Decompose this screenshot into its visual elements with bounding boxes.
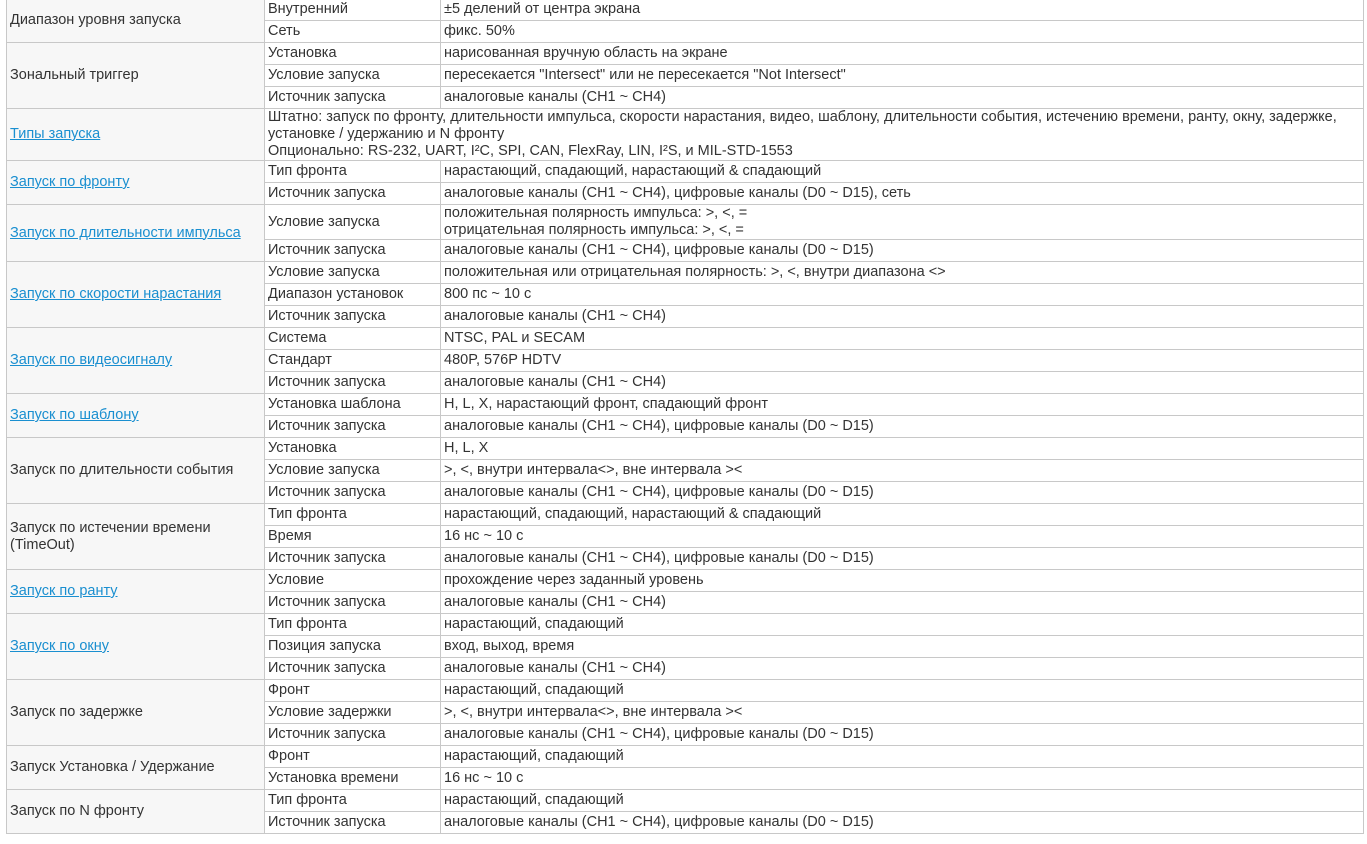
group-title-link[interactable]: Запуск по видеосигналу <box>10 352 173 368</box>
group-title-link[interactable]: Запуск по окну <box>10 638 109 654</box>
value-line: вход, выход, время <box>444 638 575 654</box>
value-cell <box>441 790 1364 812</box>
table-row <box>7 570 1364 592</box>
value-line: нарастающий, спадающий <box>444 682 624 698</box>
group-title-cell <box>7 161 265 205</box>
parameter-cell: Источник запуска <box>265 724 441 746</box>
parameter-cell: Источник запуска <box>265 592 441 614</box>
parameter-cell: Стандарт <box>265 350 441 372</box>
table-row <box>7 790 1364 812</box>
parameter-cell: Сеть <box>265 21 441 43</box>
parameter-cell: Источник запуска <box>265 482 441 504</box>
value-line: H, L, X <box>444 440 489 456</box>
value-line: прохождение через заданный уровень <box>444 572 704 588</box>
value-line: 800 пс ~ 10 с <box>444 286 532 302</box>
value-line: 16 нс ~ 10 с <box>444 528 524 544</box>
group-title: Диапазон уровня запуска <box>10 12 181 28</box>
group-title: Запуск по N фронту <box>10 803 144 819</box>
value-line: аналоговые каналы (CH1 ~ CH4), цифровые каналы (D0 ~ D15) <box>444 242 874 258</box>
value-line: отрицательная полярность импульса: >, <, = <box>444 222 744 238</box>
spec-table-body <box>7 0 1364 834</box>
parameter-cell: Фронт <box>265 680 441 702</box>
table-row <box>7 109 1364 161</box>
value-cell <box>441 812 1364 834</box>
parameter-cell: Условие задержки <box>265 702 441 724</box>
value-line: аналоговые каналы (CH1 ~ CH4), цифровые каналы (D0 ~ D15) <box>444 418 874 434</box>
group-title-cell <box>7 790 265 834</box>
group-title-cell <box>7 570 265 614</box>
value-line: нарастающий, спадающий, нарастающий & спадающий <box>444 163 822 179</box>
parameter-cell: Фронт <box>265 746 441 768</box>
value-cell <box>441 438 1364 460</box>
parameter-cell: Условие запуска <box>265 262 441 284</box>
value-cell <box>441 328 1364 350</box>
value-cell <box>441 183 1364 205</box>
value-cell <box>441 614 1364 636</box>
value-line: Опционально: RS-232, UART, I²C, SPI, CAN, FlexRay, LIN, I²S, и MIL-STD-1553 <box>268 143 793 159</box>
value-line: NTSC, PAL и SECAM <box>444 330 586 346</box>
value-cell <box>441 65 1364 87</box>
value-line: H, L, X, нарастающий фронт, спадающий фронт <box>444 396 768 412</box>
value-cell <box>441 394 1364 416</box>
group-title-cell <box>7 438 265 504</box>
value-cell <box>441 768 1364 790</box>
value-cell <box>441 680 1364 702</box>
value-line: аналоговые каналы (CH1 ~ CH4) <box>444 374 666 390</box>
value-line: аналоговые каналы (CH1 ~ CH4) <box>444 660 666 676</box>
parameter-cell: Тип фронта <box>265 790 441 812</box>
parameter-cell: Условие запуска <box>265 205 441 240</box>
parameter-cell: Диапазон установок <box>265 284 441 306</box>
parameter-cell: Условие запуска <box>265 65 441 87</box>
group-title-cell <box>7 614 265 680</box>
parameter-cell: Источник запуска <box>265 548 441 570</box>
parameter-cell: Система <box>265 328 441 350</box>
value-line: фикс. 50% <box>444 23 515 39</box>
group-title-link[interactable]: Запуск по скорости нарастания <box>10 286 222 302</box>
value-cell <box>441 284 1364 306</box>
table-row <box>7 438 1364 460</box>
value-line: ±5 делений от центра экрана <box>444 1 641 17</box>
parameter-cell: Установка шаблона <box>265 394 441 416</box>
parameter-cell: Установка времени <box>265 768 441 790</box>
value-line: нарастающий, спадающий, нарастающий & спадающий <box>444 506 822 522</box>
value-cell <box>441 548 1364 570</box>
parameter-cell: Условие запуска <box>265 460 441 482</box>
parameter-cell: Источник запуска <box>265 87 441 109</box>
table-row <box>7 504 1364 526</box>
table-row <box>7 614 1364 636</box>
value-cell <box>441 482 1364 504</box>
parameter-cell: Тип фронта <box>265 614 441 636</box>
parameter-cell: Внутренний <box>265 0 441 21</box>
group-title-cell <box>7 328 265 394</box>
parameter-cell: Источник запуска <box>265 240 441 262</box>
value-cell <box>441 87 1364 109</box>
value-cell <box>441 460 1364 482</box>
value-cell <box>441 43 1364 65</box>
value-line: аналоговые каналы (CH1 ~ CH4), цифровые каналы (D0 ~ D15), сеть <box>444 185 911 201</box>
wide-value-cell <box>265 109 1364 161</box>
parameter-cell: Источник запуска <box>265 658 441 680</box>
value-line: >, <, внутри интервала<>, вне интервала >< <box>444 704 743 720</box>
value-cell <box>441 592 1364 614</box>
value-cell <box>441 746 1364 768</box>
value-line: нарастающий, спадающий <box>444 748 624 764</box>
value-line: аналоговые каналы (CH1 ~ CH4), цифровые каналы (D0 ~ D15) <box>444 550 874 566</box>
value-cell <box>441 702 1364 724</box>
parameter-cell: Источник запуска <box>265 416 441 438</box>
group-title-cell <box>7 746 265 790</box>
value-line: аналоговые каналы (CH1 ~ CH4) <box>444 308 666 324</box>
table-row <box>7 205 1364 240</box>
value-line: нарисованная вручную область на экране <box>444 45 728 61</box>
group-title: Зональный триггер <box>10 67 139 83</box>
group-title-link[interactable]: Запуск по фронту <box>10 174 130 190</box>
value-cell <box>441 372 1364 394</box>
value-cell <box>441 205 1364 240</box>
value-cell <box>441 526 1364 548</box>
group-title-cell <box>7 680 265 746</box>
value-cell <box>441 350 1364 372</box>
value-line: 16 нс ~ 10 с <box>444 770 524 786</box>
table-row <box>7 394 1364 416</box>
value-cell <box>441 240 1364 262</box>
value-line: положительная полярность импульса: >, <, = <box>444 205 748 221</box>
group-title-cell <box>7 109 265 161</box>
value-cell <box>441 262 1364 284</box>
value-cell <box>441 0 1364 21</box>
parameter-cell: Установка <box>265 43 441 65</box>
value-cell <box>441 416 1364 438</box>
group-title: Запуск по истечении времени (TimeOut) <box>10 519 211 553</box>
value-line: нарастающий, спадающий <box>444 792 624 808</box>
parameter-cell: Тип фронта <box>265 161 441 183</box>
table-row <box>7 161 1364 183</box>
table-row <box>7 43 1364 65</box>
group-title-link[interactable]: Запуск по ранту <box>10 583 118 599</box>
value-cell <box>441 21 1364 43</box>
group-title-link[interactable]: Типы запуска <box>10 126 101 142</box>
value-cell <box>441 636 1364 658</box>
value-line: аналоговые каналы (CH1 ~ CH4), цифровые каналы (D0 ~ D15) <box>444 814 874 830</box>
group-title-cell <box>7 205 265 262</box>
value-cell <box>441 161 1364 183</box>
value-cell <box>441 504 1364 526</box>
value-cell <box>441 306 1364 328</box>
value-line: Штатно: запуск по фронту, длительности импульса, скорости нарастания, видео, шаблону, длительности события, истечению времени, ранту, окну, задержке, установке / удержанию и N фронту <box>268 109 1337 142</box>
value-line: 480P, 576P HDTV <box>444 352 562 368</box>
value-line: аналоговые каналы (CH1 ~ CH4) <box>444 594 666 610</box>
value-line: нарастающий, спадающий <box>444 616 624 632</box>
value-line: положительная или отрицательная полярность: >, <, внутри диапазона <> <box>444 264 946 280</box>
group-title-cell <box>7 504 265 570</box>
group-title-link[interactable]: Запуск по длительности импульса <box>10 224 241 241</box>
value-line: >, <, внутри интервала<>, вне интервала >< <box>444 462 743 478</box>
table-row <box>7 328 1364 350</box>
parameter-cell: Источник запуска <box>265 372 441 394</box>
value-cell <box>441 658 1364 680</box>
table-row <box>7 262 1364 284</box>
trigger-spec-table <box>6 0 1364 834</box>
table-row <box>7 0 1364 21</box>
value-line: аналоговые каналы (CH1 ~ CH4), цифровые каналы (D0 ~ D15) <box>444 484 874 500</box>
parameter-cell: Условие <box>265 570 441 592</box>
parameter-cell: Источник запуска <box>265 183 441 205</box>
group-title-link[interactable]: Запуск по шаблону <box>10 407 139 423</box>
group-title-cell <box>7 0 265 43</box>
value-line: пересекается "Intersect" или не пересекается "Not Intersect" <box>444 67 846 83</box>
parameter-cell: Время <box>265 526 441 548</box>
value-cell <box>441 724 1364 746</box>
group-title-cell <box>7 262 265 328</box>
parameter-cell: Установка <box>265 438 441 460</box>
parameter-cell: Источник запуска <box>265 306 441 328</box>
parameter-cell: Источник запуска <box>265 812 441 834</box>
group-title: Запуск по длительности события <box>10 462 234 478</box>
table-row <box>7 680 1364 702</box>
parameter-cell: Позиция запуска <box>265 636 441 658</box>
group-title: Запуск по задержке <box>10 704 143 720</box>
value-line: аналоговые каналы (CH1 ~ CH4) <box>444 89 666 105</box>
group-title-cell <box>7 394 265 438</box>
group-title: Запуск Установка / Удержание <box>10 759 215 775</box>
parameter-cell: Тип фронта <box>265 504 441 526</box>
table-row <box>7 746 1364 768</box>
value-cell <box>441 570 1364 592</box>
value-line: аналоговые каналы (CH1 ~ CH4), цифровые каналы (D0 ~ D15) <box>444 726 874 742</box>
group-title-cell <box>7 43 265 109</box>
